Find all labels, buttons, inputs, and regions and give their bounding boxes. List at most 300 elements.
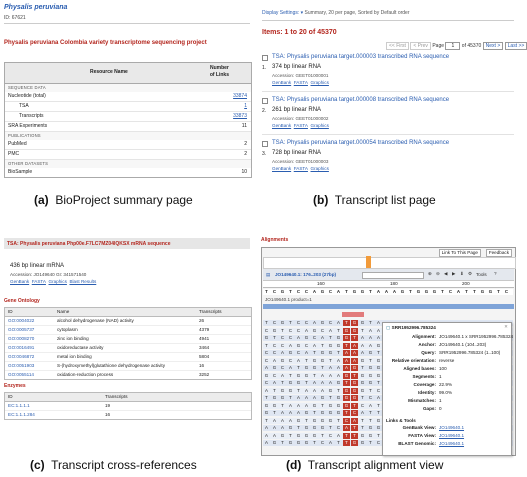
sequence-base: C [296, 289, 301, 294]
popup-field-value: 100 [439, 366, 447, 371]
read-base: G [264, 410, 269, 415]
read-base: G [296, 440, 301, 445]
graphics-link[interactable]: Graphics [310, 166, 329, 171]
read-base: G [344, 372, 349, 378]
read-base: A [343, 358, 350, 364]
read-base: G [360, 372, 365, 378]
read-base: A [265, 387, 268, 393]
section-label: PUBLICATIONS [8, 133, 41, 138]
read-base: G [360, 380, 365, 385]
read-base: G [296, 372, 301, 378]
ec-id-link[interactable]: EC:1.1.1.284 [8, 412, 35, 417]
sequence-base: T [465, 289, 468, 294]
read-base: A [281, 417, 284, 423]
blast-results-link[interactable]: Blast Results [69, 279, 97, 284]
popup-field-value: reverse [439, 358, 455, 363]
section-other-datasets [5, 160, 251, 168]
caption-letter: (a) [34, 193, 49, 207]
read-base: A [351, 350, 358, 356]
display-settings-button[interactable]: Display Settings: [262, 10, 300, 16]
product-label: JO149640.1 product=1 [265, 297, 312, 302]
row-value-link[interactable]: 33874 [233, 93, 247, 99]
read-base: C [280, 365, 285, 370]
read-base: G [272, 395, 277, 400]
read-base: C [328, 432, 333, 438]
read-base: T [377, 350, 380, 355]
item-length: 728 bp linear RNA [272, 150, 322, 156]
row-value: 2 [244, 151, 247, 157]
accession-line: Accession: JO149640 GI: 341571540 [10, 272, 87, 277]
read-base: T [361, 417, 364, 423]
ec-id-link[interactable]: EC:1.1.1.1 [8, 403, 30, 408]
read-base: A [273, 357, 276, 363]
read-base: A [321, 372, 324, 378]
caption-text: BioProject summary page [55, 193, 193, 207]
read-base: C [272, 342, 277, 348]
sequence-length: 436 bp linear mRNA [10, 263, 65, 269]
popup-title [386, 325, 436, 331]
read-base: T [361, 327, 364, 333]
item-length: 261 bp linear RNA [272, 107, 322, 113]
read-base: A [321, 387, 324, 393]
read-base: G [328, 410, 333, 415]
read-base: T [273, 410, 276, 415]
organism-title[interactable]: Physalis peruviana [4, 4, 68, 11]
read-base: G [336, 410, 341, 415]
graphics-link[interactable]: Graphics [310, 80, 329, 85]
divider [262, 91, 514, 92]
read-base: G [304, 440, 309, 445]
read-base: G [344, 402, 349, 408]
popup-link[interactable]: JO149640.1 [439, 425, 465, 430]
read-base: C [296, 320, 301, 325]
read-base: T [369, 440, 372, 445]
read-base: G [304, 372, 309, 378]
read-base: T [343, 433, 350, 439]
display-settings-bar [262, 10, 410, 16]
read-base: A [329, 372, 332, 378]
read-base: A [281, 372, 284, 378]
genbank-link[interactable]: GenBank [272, 80, 292, 85]
read-base: G [352, 327, 357, 333]
item-title-link[interactable]: TSA: Physalis peruviana target.000008 transcribed RNA sequence [272, 97, 450, 103]
read-base: T [329, 335, 332, 340]
read-base: G [352, 380, 357, 385]
select-checkbox[interactable] [262, 55, 268, 61]
graphics-link[interactable]: Graphics [310, 123, 329, 128]
read-base: T [343, 410, 350, 416]
read-base: T [351, 403, 358, 409]
go-count: 3464 [199, 345, 210, 350]
read-base: A [297, 410, 300, 415]
feature-bar[interactable] [263, 304, 514, 309]
read-base: G [296, 417, 301, 423]
pager-next[interactable]: Next > [483, 42, 504, 50]
item-title-link[interactable]: TSA: Physalis peruviana target.000003 transcribed RNA sequence [272, 54, 450, 60]
popup-field [386, 350, 500, 356]
overview-ruler[interactable] [263, 257, 516, 269]
read-base: T [265, 342, 268, 348]
table-row [5, 317, 251, 326]
go-count: 3252 [199, 372, 210, 377]
table-row [5, 371, 251, 379]
item-accession: Accession: GEET01000001 [272, 73, 329, 78]
arrow-right-icon[interactable]: ▶ [452, 271, 456, 276]
read-base: G [368, 432, 373, 438]
help-icon[interactable]: ? [494, 271, 497, 276]
popup-field [386, 342, 486, 348]
read-base: A [343, 365, 350, 371]
close-icon[interactable]: ✕ [504, 324, 508, 329]
read-base: T [313, 440, 316, 445]
popup-field [386, 374, 442, 380]
list-item [262, 53, 512, 87]
read-base: G [336, 342, 341, 348]
read-base: A [281, 425, 284, 430]
read-base: G [296, 380, 301, 385]
sequence-base: A [456, 289, 461, 294]
select-checkbox[interactable] [262, 141, 268, 147]
read-base: G [264, 335, 269, 340]
read-base: T [273, 387, 276, 393]
section-sequence-data [5, 84, 251, 92]
popup-field [386, 358, 454, 364]
read-base: C [376, 440, 381, 445]
read-base: G [272, 365, 277, 370]
read-base: A [369, 335, 372, 340]
read-base: A [297, 357, 300, 363]
gear-icon[interactable]: ⚙ [468, 271, 473, 276]
ruler-tick: 180 [390, 281, 398, 286]
read-base: A [369, 342, 372, 348]
read-base: G [288, 380, 293, 385]
popup-field-value: JO149640.1 (104..203) [439, 342, 487, 347]
read-base: G [312, 425, 317, 430]
list-item [262, 96, 512, 130]
read-base: T [297, 387, 300, 393]
read-base: T [289, 372, 292, 378]
sequence-base: C [272, 289, 277, 294]
select-checkbox[interactable] [262, 98, 268, 104]
sequence-base: G [480, 289, 485, 294]
read-base: A [337, 365, 340, 370]
read-base: A [305, 402, 308, 408]
read-base: A [289, 410, 292, 415]
read-base: A [329, 380, 332, 385]
popup-field-value: 99.0% [439, 390, 453, 395]
popup-field-key: Segments: [412, 374, 436, 379]
read-base: T [313, 372, 316, 378]
read-base: T [369, 320, 372, 325]
go-id-link[interactable]: GO:0004022 [8, 318, 35, 323]
read-base: G [272, 327, 277, 333]
read-base: A [313, 342, 316, 348]
read-base: T [361, 365, 364, 370]
read-base: T [305, 380, 308, 385]
fasta-link[interactable]: FASTA [293, 166, 308, 171]
read-base: A [265, 440, 268, 445]
read-base: G [368, 425, 373, 430]
popup-link-row [386, 425, 464, 431]
read-base: T [351, 373, 358, 379]
popup-field-value: SRR1952996.785324 (1..100) [439, 350, 501, 355]
row-name: TSA [19, 103, 29, 109]
read-base: T [343, 440, 350, 446]
read-base: G [264, 372, 269, 378]
read-base: G [320, 320, 325, 325]
pager-first[interactable]: << First [386, 42, 409, 50]
read-base: A [297, 402, 300, 408]
go-name: metal ion binding [57, 354, 92, 359]
col-number-of-links: Number of Links [209, 65, 229, 78]
go-id-link[interactable]: GO:0046872 [8, 354, 35, 359]
read-base: A [337, 357, 340, 363]
read-base: T [281, 440, 284, 445]
read-base: T [289, 432, 292, 438]
read-base: G [344, 335, 349, 340]
popup-links-title: Links & Tools [386, 418, 416, 423]
divider [262, 134, 514, 135]
read-base: C [368, 395, 373, 400]
read-base: A [281, 350, 284, 355]
read-base: G [312, 417, 317, 423]
read-base: T [351, 433, 358, 439]
overview-marker[interactable] [366, 256, 371, 268]
read-base: G [352, 440, 357, 445]
read-base: G [280, 387, 285, 393]
caption-text: Transcript list page [334, 193, 436, 207]
read-base: G [304, 365, 309, 370]
go-count: 5804 [199, 354, 210, 359]
read-base: T [289, 320, 292, 325]
item-links [272, 80, 329, 86]
col-id: ID [8, 394, 13, 399]
feedback-button[interactable]: Feedback [486, 249, 512, 257]
fasta-link[interactable]: FASTA [31, 279, 46, 284]
zoom-out-icon[interactable]: ⊖ [436, 271, 440, 276]
read-base: G [320, 350, 325, 355]
read-base: C [288, 357, 293, 363]
arrow-left-icon[interactable]: ◀ [444, 271, 448, 276]
read-base: G [344, 327, 349, 333]
read-base: G [272, 402, 277, 408]
table-row [5, 122, 251, 132]
row-value: 11 [241, 123, 247, 129]
read-base: C [336, 425, 341, 430]
read-base: A [369, 327, 372, 333]
download-icon[interactable]: ⬇ [460, 271, 464, 276]
go-id-link[interactable]: GO:0016491 [8, 345, 35, 350]
track-menu-icon[interactable]: ▤ [266, 272, 271, 277]
read-base: T [281, 327, 284, 333]
read-base: G [360, 440, 365, 445]
sequence-base: T [409, 289, 412, 294]
col-resource-name: Resource Name [90, 69, 128, 75]
graphics-link[interactable]: Graphics [48, 279, 67, 284]
sequence-base: C [304, 289, 309, 294]
popup-field-key: Anchor: [418, 342, 436, 347]
genbank-link[interactable]: GenBank [10, 279, 30, 284]
go-name: zinc ion binding [57, 336, 89, 341]
read-base: A [305, 387, 308, 393]
table-row [5, 335, 251, 344]
row-value-link[interactable]: 1 [244, 103, 247, 109]
read-base: G [296, 342, 301, 348]
ec-count: 16 [105, 412, 111, 417]
read-base: G [328, 402, 333, 408]
read-base: C [264, 380, 269, 385]
go-count: 16 [199, 363, 205, 368]
read-base: G [328, 342, 333, 348]
link-to-page-button[interactable]: Link To This Page [439, 249, 481, 257]
zoom-slider[interactable] [362, 272, 424, 279]
read-base: T [321, 365, 324, 370]
read-base: G [376, 425, 381, 430]
go-id-link[interactable]: GO:0055114 [8, 372, 34, 377]
read-base: A [377, 335, 380, 340]
tools-menu[interactable]: Tools [476, 272, 487, 277]
read-base: C [296, 327, 301, 333]
row-name: PMC [8, 151, 20, 157]
read-base: A [337, 432, 340, 438]
read-base: G [288, 387, 293, 393]
table-header [5, 308, 251, 317]
read-base: T [321, 342, 324, 348]
read-base: T [305, 417, 308, 423]
go-name: S-(hydroxymethyl)glutathione dehydrogenase activity [57, 363, 166, 368]
read-base: T [281, 402, 284, 408]
read-base: A [377, 395, 380, 400]
divider [262, 20, 514, 21]
read-base: C [264, 357, 269, 363]
read-base: A [377, 320, 380, 325]
read-base: A [313, 380, 316, 385]
table-row [5, 353, 251, 362]
col-id: ID [8, 309, 13, 314]
read-base: A [281, 410, 284, 415]
enzymes-heading: Enzymes [4, 383, 26, 389]
genbank-link[interactable]: GenBank [272, 123, 292, 128]
read-base: C [296, 350, 301, 355]
popup-field-value: 22.9% [439, 382, 453, 387]
popup-checkbox-icon[interactable]: ▢ [386, 325, 391, 330]
sequence-base: G [424, 289, 429, 294]
read-base: A [329, 440, 332, 445]
read-base: A [321, 335, 324, 340]
go-id-link[interactable]: GO:0051903 [8, 363, 35, 368]
go-id-link[interactable]: GO:0005737 [8, 327, 35, 332]
row-value: 10 [241, 169, 247, 175]
read-base: G [336, 335, 341, 340]
read-base: T [361, 395, 364, 400]
popup-field-key: Relative orientation: [391, 358, 436, 363]
read-base: T [313, 350, 316, 355]
read-base: G [352, 387, 357, 393]
read-base: A [337, 320, 340, 325]
row-name: BioSample [8, 169, 33, 175]
sequence-base: G [320, 289, 325, 294]
read-base: G [376, 342, 381, 348]
caption-letter: (c) [30, 458, 45, 472]
item-accession: Accession: GEET01000003 [272, 159, 329, 164]
sequence-base: A [384, 289, 389, 294]
popup-field-key: Gaps: [422, 406, 436, 411]
read-base: G [288, 440, 293, 445]
popup-field [386, 390, 452, 396]
read-base: T [297, 365, 300, 370]
sequence-base: T [265, 289, 268, 294]
read-base: A [273, 425, 276, 430]
read-base: A [273, 432, 276, 438]
sequence-base: G [360, 289, 365, 294]
go-name: oxidation-reduction process [57, 372, 114, 377]
read-base: G [352, 365, 357, 370]
caption-text: Transcript alignment view [307, 458, 444, 472]
section-label: SEQUENCE DATA [8, 85, 46, 90]
page-number-input[interactable]: 1 [445, 42, 460, 50]
read-base: A [297, 335, 300, 340]
chevron-down-icon[interactable]: ▾ [300, 10, 304, 16]
go-id-link[interactable]: GO:0008270 [8, 336, 35, 341]
pager-prev[interactable]: < Prev [410, 42, 431, 50]
item-title-link[interactable]: TSA: Physalis peruviana target.000054 transcribed RNA sequence [272, 140, 450, 146]
read-base: T [351, 425, 358, 431]
read-base: A [305, 350, 308, 355]
zoom-in-icon[interactable]: ⊕ [428, 271, 432, 276]
genbank-link[interactable]: GenBank [272, 166, 292, 171]
alignment-viewer [261, 247, 516, 456]
read-base: T [377, 402, 380, 408]
read-base: G [272, 440, 277, 445]
item-number: 2. [262, 108, 267, 114]
sequence-base: T [345, 289, 348, 294]
row-value-link[interactable]: 33873 [233, 113, 247, 119]
sequence-base: G [400, 289, 405, 294]
sequence-header-bar [4, 238, 250, 249]
popup-field [386, 366, 447, 372]
sequence-base: G [488, 289, 493, 294]
row-value: 2 [244, 141, 247, 147]
popup-link-key: BLAST Genomic: [398, 441, 436, 446]
popup-field-key: Aligned bases: [403, 366, 436, 371]
fasta-link[interactable]: FASTA [293, 123, 308, 128]
popup-link[interactable]: JO149640.1 [439, 441, 465, 446]
read-base: C [376, 387, 381, 393]
sequence-base: T [289, 289, 292, 294]
popup-link[interactable]: JO149640.1 [439, 433, 465, 438]
read-base: G [328, 387, 333, 393]
read-base: A [289, 417, 292, 423]
popup-title-text: SRR1952996.785324 [391, 325, 436, 330]
read-base: A [361, 335, 364, 340]
read-base: C [264, 327, 269, 333]
read-base: A [305, 327, 308, 333]
read-base: G [312, 432, 317, 438]
read-base: G [304, 335, 309, 340]
table-row [5, 102, 251, 112]
read-base: A [313, 387, 316, 393]
caption-text: Transcript cross-references [51, 458, 197, 472]
read-base: A [361, 350, 364, 355]
col-transcripts: Transcripts [199, 309, 222, 314]
read-base: A [351, 343, 358, 349]
popup-field-key: Mismatches: [408, 398, 436, 403]
read-base: C [272, 372, 277, 378]
read-base: G [320, 425, 325, 430]
fasta-link[interactable]: FASTA [293, 80, 308, 85]
read-base: A [361, 342, 364, 348]
pager-last[interactable]: Last >> [505, 42, 527, 50]
